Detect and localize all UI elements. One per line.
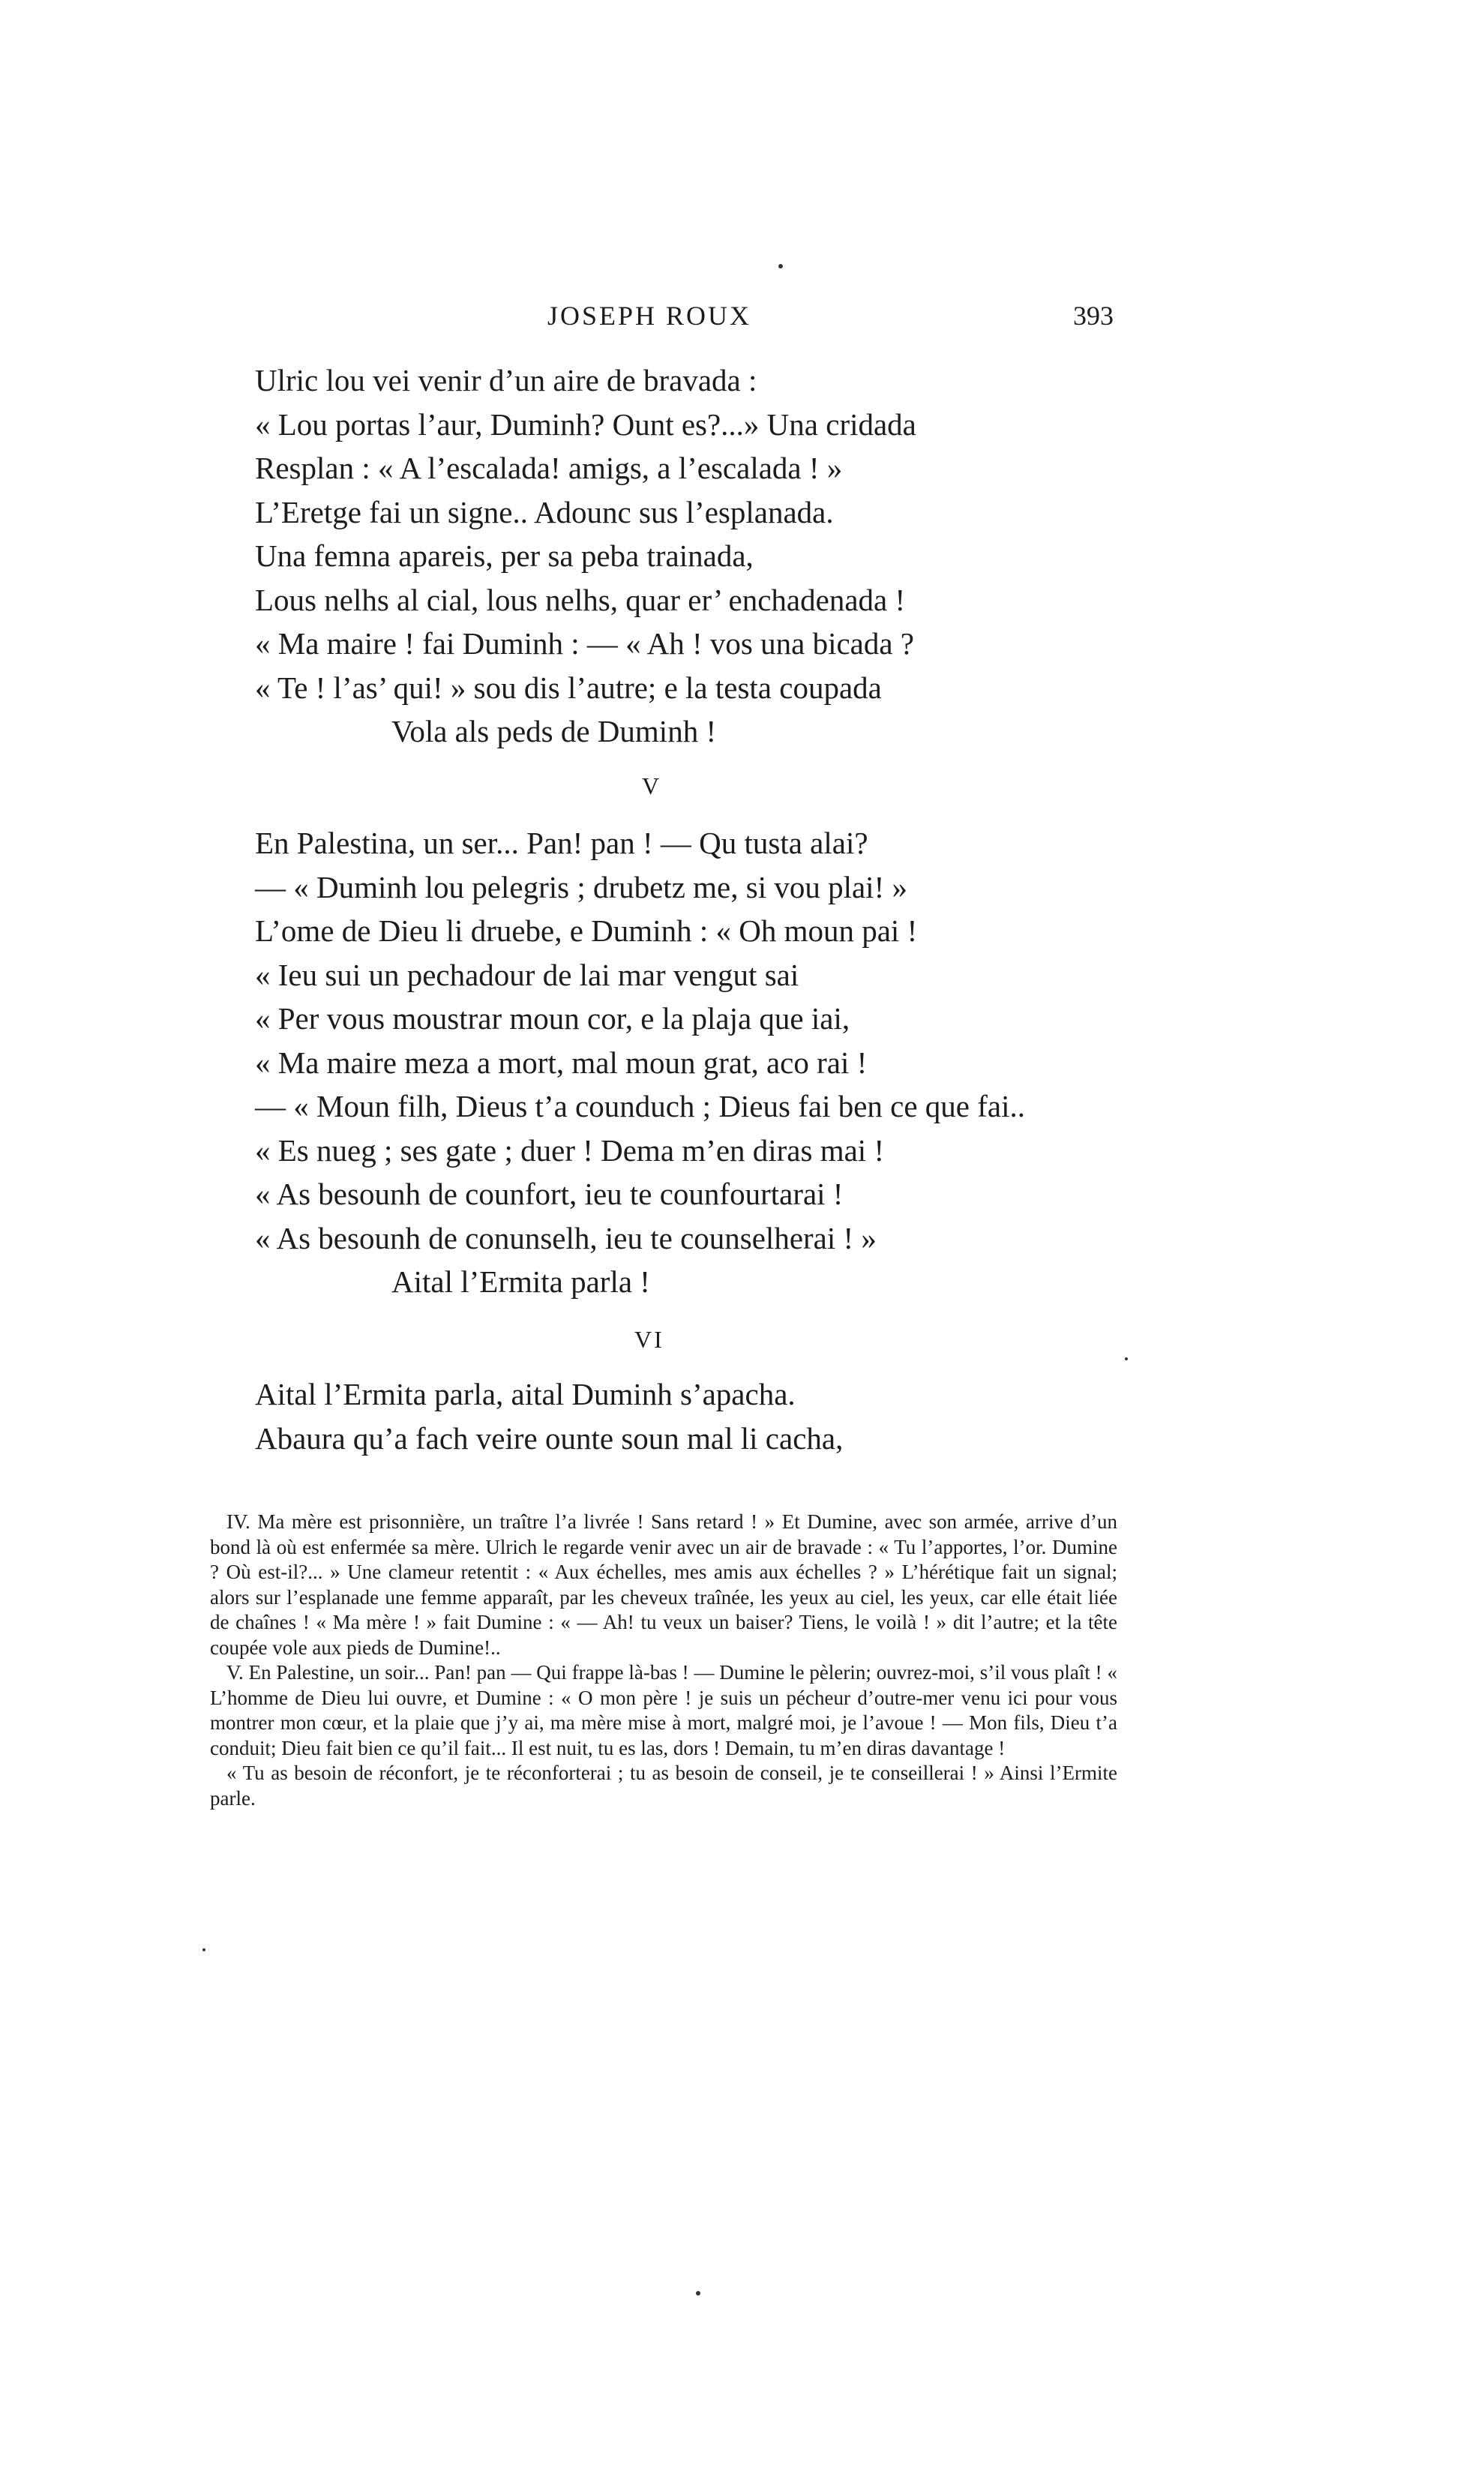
stanza-v xyxy=(255,821,1025,1304)
scan-speck xyxy=(202,1948,205,1951)
refrain-line: Aital l’Ermita parla ! xyxy=(391,1264,650,1299)
verse-line: « Per vous moustrar moun cor, e la plaja que iai, xyxy=(255,1001,850,1036)
verse-line: Ulric lou vei venir d’un aire de bravada : xyxy=(255,363,757,397)
refrain-line: Vola als peds de Duminh ! xyxy=(391,714,717,748)
verse-line: « Te ! l’as’ qui! » sou dis l’autre; e la testa coupada xyxy=(255,670,882,705)
running-title: JOSEPH ROUX xyxy=(547,301,752,331)
verse-line: « As besounh de conunselh, ieu te counselherai ! » xyxy=(255,1220,877,1255)
verse-line: — « Duminh lou pelegris ; drubetz me, si vou plai! » xyxy=(255,869,907,904)
page-number: 393 xyxy=(1073,301,1114,331)
scan-speck xyxy=(696,2291,700,2296)
verse-line: L’ome de Dieu li druebe, e Duminh : « Oh moun pai ! xyxy=(255,913,918,948)
footnotes xyxy=(210,1510,1117,1811)
section-number-v: V xyxy=(642,772,662,799)
verse-line: Una femna apareis, per sa peba trainada, xyxy=(255,538,754,573)
verse-line: Aital l’Ermita parla, aital Duminh s’apacha. xyxy=(255,1377,796,1411)
page-header xyxy=(255,300,1114,345)
verse-line: — « Moun filh, Dieus t’a counduch ; Dieus fai ben ce que fai.. xyxy=(255,1089,1026,1123)
scan-speck xyxy=(1125,1357,1128,1360)
verse-line: « Lou portas l’aur, Duminh? Ount es?...» Una cridada xyxy=(255,406,916,442)
verse-line: Abaura qu’a fach veire ounte soun mal li cacha, xyxy=(255,1420,844,1456)
section-number-vi: VI xyxy=(634,1326,664,1353)
verse-line: « Ieu sui un pechadour de lai mar vengut sai xyxy=(255,957,799,992)
verse-line: L’Eretge fai un signe.. Adounc sus l’esplanada. xyxy=(255,494,834,529)
footnote-v: V. En Palestine, un soir... Pan! pan — Qui frappe là-bas ! — Dumine le pèlerin; ouvrez-moi, s’il vous plaît ! « L’homme de Dieu lui ouvre, et Dumine : « O mon père ! je suis un pécheur d’outre-mer venu ici pour vous montrer mon cœur, et la plaie que j’y ai, ma mère mise à mort, malgré moi, je l’avoue ! — Mon fils, Dieu t’a conduit; Dieu fait bien ce qu’il fait... Il est nuit, tu es las, dors ! Demain, tu m’en diras davantage ! xyxy=(210,1661,1117,1759)
verse-line: Lous nelhs al cial, lous nelhs, quar er’ enchadenada ! xyxy=(255,582,906,617)
stanza-iv-ending xyxy=(255,358,916,754)
footnote-iv: IV. Ma mère est prisonnière, un traître l’a livrée ! Sans retard ! » Et Dumine, avec son armée, arrive d’un bond là où est enfermée sa mère. Ulrich le regarde venir avec un air de bravade : « Tu l’apportes, l’or. Dumine ? Où est-il?... » Une clameur retentit : « Aux échelles, mes amis aux échelles ? » L’hérétique fait un signal; alors sur l’esplanade une femme apparaît, par les cheveux traînée, les yeux au ciel, les yeux, car elle était liée de chaînes ! « Ma mère ! » fait Dumine : « — Ah! tu veux un baiser? Tiens, le voilà ! » dit l’autre; et la tête coupée vole aux pieds de Dumine!.. xyxy=(210,1510,1117,1659)
verse-line: « Ma maire meza a mort, mal moun grat, aco rai ! xyxy=(255,1045,868,1080)
verse-line: En Palestina, un ser... Pan! pan ! — Qu tusta alai? xyxy=(255,826,868,860)
verse-line: « Es nueg ; ses gate ; duer ! Dema m’en diras mai ! xyxy=(255,1132,885,1168)
verse-line: « Ma maire ! fai Duminh : — « Ah ! vos una bicada ? xyxy=(255,626,914,661)
verse-line: « As besounh de counfort, ieu te counfourtarai ! xyxy=(255,1177,844,1211)
stanza-vi xyxy=(255,1372,843,1460)
footnote-v-continued: « Tu as besoin de réconfort, je te réconforterai ; tu as besoin de conseil, je te conseillerai ! » Ainsi l’Ermite parle. xyxy=(210,1762,1117,1810)
scan-speck xyxy=(778,264,783,268)
verse-line: Resplan : « A l’escalada! amigs, a l’escalada ! » xyxy=(255,451,843,485)
